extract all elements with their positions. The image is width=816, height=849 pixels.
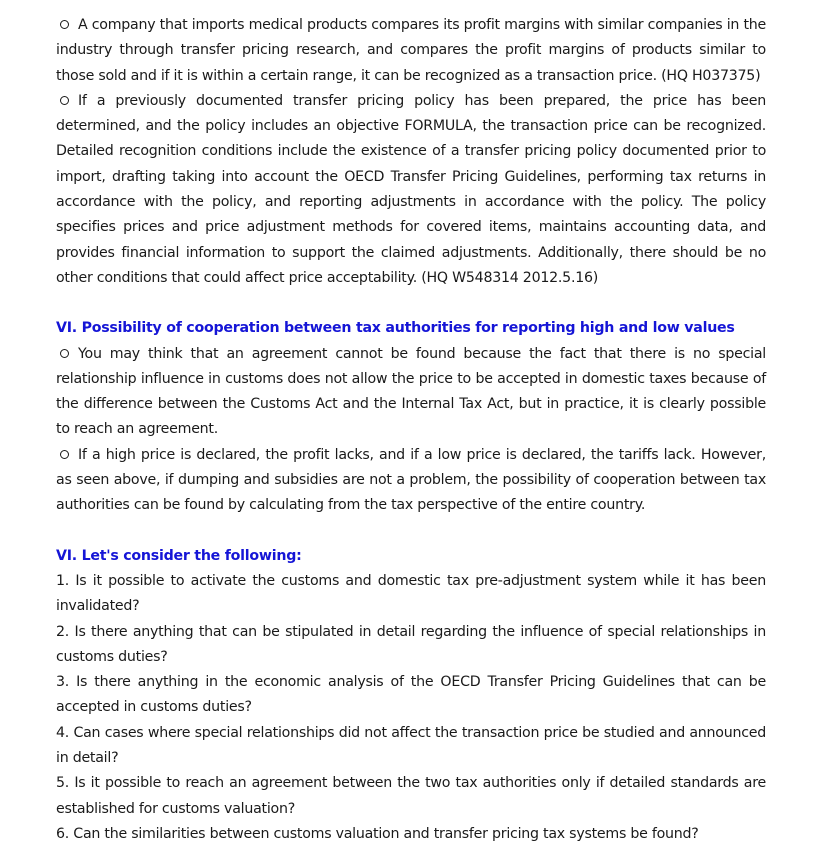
intro-bullet-2-text: If a previously documented transfer pricing policy has been prepared, the price has been determined, and the policy includes an objective FORMULA, the transaction price can be recognized. Detailed recognition conditions include the existence of a transfer pricing policy documented prior to import, drafting taking into account the OECD Transfer Pricing Guidelines, performing tax returns in accordance with the policy, and reporting adjustments in accordance with the policy. The policy specifies prices and price adjustment methods for covered items, maintains accounting data, and provides financial information to support the claimed adjustments. Additionally, there should be no other conditions that could affect price acceptability. (HQ W548314 2012.5.16) xyxy=(56,92,766,286)
question-item-5: 5. Is it possible to reach an agreement between the two tax authorities only if detailed standards are established for customs valuation? xyxy=(56,775,766,817)
document-page xyxy=(56,13,766,847)
cooperation-bullet-2-text: If a high price is declared, the profit lacks, and if a low price is declared, the tariffs lack. However, as seen above, if dumping and subsidies are not a problem, the possibility of cooperation between tax authorities can be found by calculating from the tax perspective of the entire country. xyxy=(56,446,766,514)
cooperation-bullet-2 xyxy=(56,443,766,519)
cooperation-bullet-1 xyxy=(56,342,766,443)
spacer xyxy=(56,291,766,316)
question-item-3: 3. Is there anything in the economic analysis of the OECD Transfer Pricing Guidelines that can be accepted in customs duties? xyxy=(56,674,766,716)
hollow-circle-bullet-icon xyxy=(60,450,69,459)
spacer xyxy=(56,519,766,544)
cooperation-bullet-1-text: You may think that an agreement cannot be found because the fact that there is no special relationship influence in customs does not allow the price to be accepted in domestic taxes because of the difference between the Customs Act and the Internal Tax Act, but in practice, it is clearly possible to reach an agreement. xyxy=(56,345,766,438)
hollow-circle-bullet-icon xyxy=(60,96,69,105)
question-item-2: 2. Is there anything that can be stipulated in detail regarding the influence of special relationships in customs duties? xyxy=(56,623,766,665)
section-heading-consider: VI. Let's consider the following: xyxy=(56,547,302,564)
question-item-6: 6. Can the similarities between customs valuation and transfer pricing tax systems be found? xyxy=(56,825,699,842)
intro-bullet-1-text: A company that imports medical products compares its profit margins with similar companies in the industry through transfer pricing research, and compares the profit margins of products similar to those sold and if it is within a certain range, it can be recognized as a transaction price. (HQ H037375) xyxy=(56,17,766,84)
hollow-circle-bullet-icon xyxy=(60,20,69,29)
section-heading-cooperation: VI. Possibility of cooperation between tax authorities for reporting high and low values xyxy=(56,320,735,337)
intro-bullet-1 xyxy=(56,13,766,89)
question-item-4: 4. Can cases where special relationships did not affect the transaction price be studied and announced in detail? xyxy=(56,724,766,767)
intro-bullet-2 xyxy=(56,89,766,291)
hollow-circle-bullet-icon xyxy=(60,349,69,358)
question-item-1: 1. Is it possible to activate the customs and domestic tax pre-adjustment system while it has been invalidated? xyxy=(56,572,766,615)
